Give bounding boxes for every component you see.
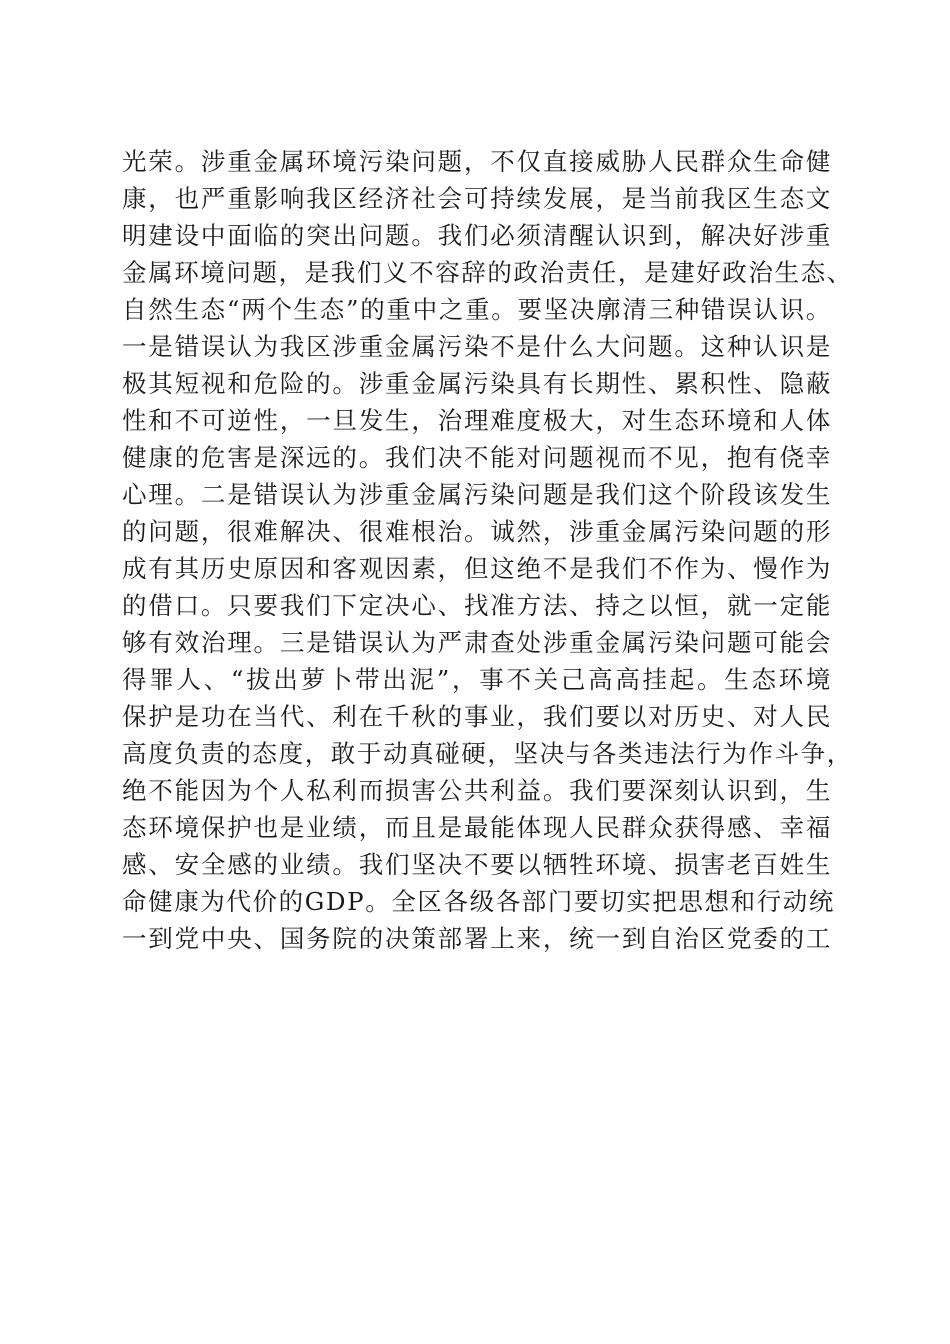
- text-line: 自然生态“两个生态”的重中之重。要坚决廓清三种错误认识。: [122, 295, 832, 324]
- text-line: 极其短视和危险的。涉重金属污染具有长期性、累积性、隐蔽: [122, 369, 832, 398]
- text-line: 一到党中央、国务院的决策部署上来，统一到自治区党委的工: [122, 924, 832, 953]
- text-line: 够有效治理。三是错误认为严肃查处涉重金属污染问题可能会: [122, 628, 832, 657]
- text-line: 感、安全感的业绩。我们坚决不要以牺牲环境、损害老百姓生: [122, 850, 832, 879]
- text-line: 绝不能因为个人私利而损害公共利益。我们要深刻认识到，生: [122, 776, 832, 805]
- text-line: 保护是功在当代、利在千秋的事业，我们要以对历史、对人民: [122, 702, 832, 731]
- text-line: 性和不可逆性，一旦发生，治理难度极大，对生态环境和人体: [122, 406, 832, 435]
- text-line: 得罪人、“拔出萝卜带出泥”，事不关己高高挂起。生态环境: [122, 665, 832, 694]
- body-text: [122, 143, 853, 957]
- text-line: 健康的危害是深远的。我们决不能对问题视而不见，抱有侥幸: [122, 443, 832, 472]
- text-line: 一是错误认为我区涉重金属污染不是什么大问题。这种认识是: [122, 332, 832, 361]
- text-line: 的问题，很难解决、很难根治。诚然，涉重金属污染问题的形: [122, 517, 832, 546]
- text-line: 态环境保护也是业绩，而且是最能体现人民群众获得感、幸福: [122, 813, 832, 842]
- text-line: 金属环境问题，是我们义不容辞的政治责任，是建好政治生态、: [122, 258, 853, 287]
- text-line: 明建设中面临的突出问题。我们必须清醒认识到，解决好涉重: [122, 221, 832, 250]
- text-line: 光荣。涉重金属环境污染问题，不仅直接威胁人民群众生命健: [122, 147, 832, 176]
- text-line: 心理。二是错误认为涉重金属污染问题是我们这个阶段该发生: [122, 480, 832, 509]
- text-line: 康，也严重影响我区经济社会可持续发展，是当前我区生态文: [122, 184, 832, 213]
- text-line: 高度负责的态度，敢于动真碰硬，坚决与各类违法行为作斗争，: [122, 739, 853, 768]
- text-line: 成有其历史原因和客观因素，但这绝不是我们不作为、慢作为: [122, 554, 832, 583]
- text-line: 命健康为代价的GDP。全区各级各部门要切实把思想和行动统: [122, 887, 835, 916]
- text-line: 的借口。只要我们下定决心、找准方法、持之以恒，就一定能: [122, 591, 832, 620]
